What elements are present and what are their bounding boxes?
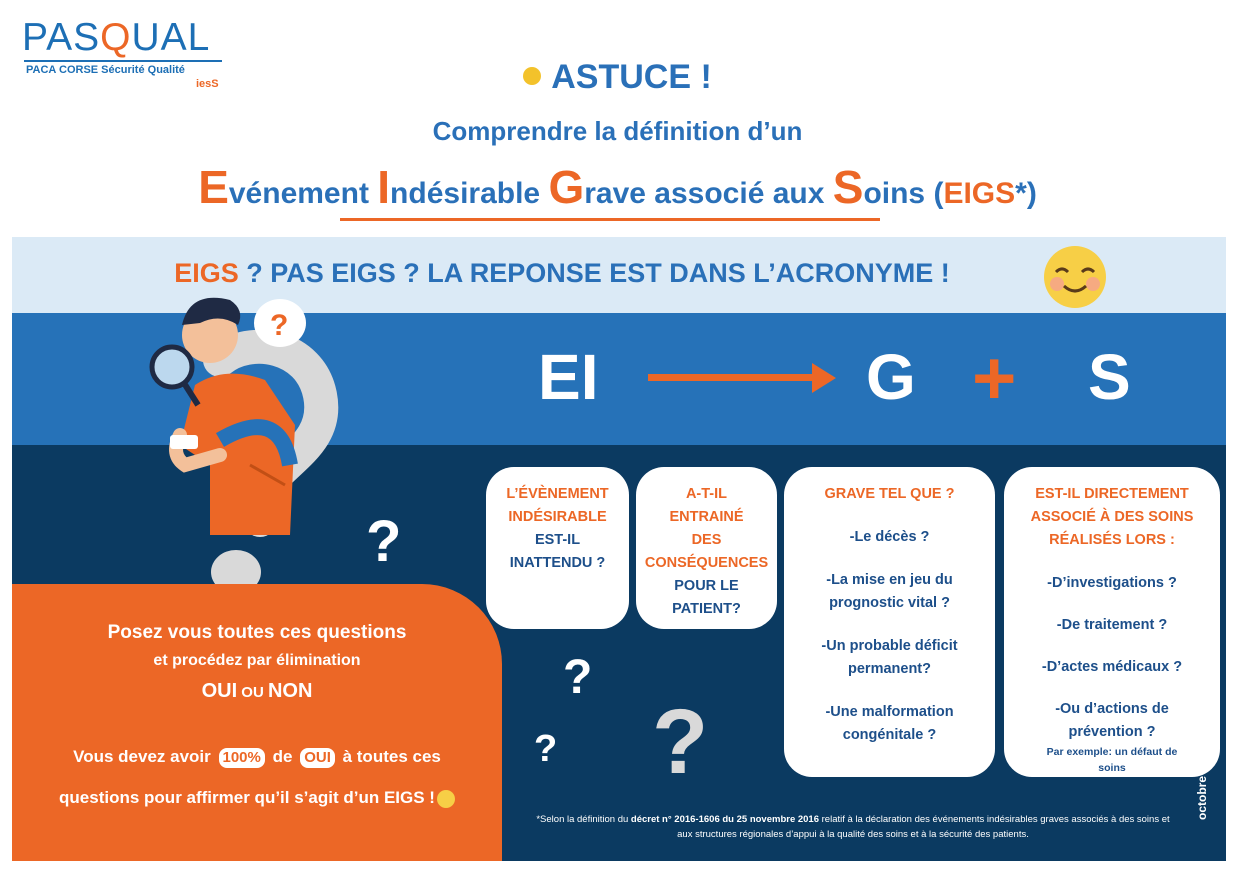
acronym-s: S bbox=[1088, 341, 1131, 413]
astuce-heading: ASTUCE ! bbox=[0, 58, 1235, 97]
acronym-plus: + bbox=[972, 336, 1017, 421]
logo-subtitle: PACA CORSE Sécurité Qualité bbox=[26, 64, 185, 76]
acronym-g: G bbox=[866, 341, 916, 413]
instructions-line-5: questions pour affirmer qu’il s’agit d’un EIGS ! bbox=[12, 788, 502, 808]
instructions-line-4: Vous devez avoir 100% de OUI à toutes ces bbox=[73, 747, 441, 766]
smiley-icon bbox=[437, 790, 455, 808]
instructions-line-2: et procédez par élimination bbox=[153, 652, 361, 669]
page-subtitle: Comprendre la définition d’un bbox=[432, 116, 803, 146]
question-box-ei: L’ÉVÈNEMENT INDÉSIRABLE EST-IL INATTENDU ? bbox=[486, 467, 629, 629]
instructions-line-1: Posez vous toutes ces questions bbox=[107, 622, 407, 643]
headline: EIGS ? PAS EIGS ? LA REPONSE EST DANS L’ACRONYME ! bbox=[174, 258, 950, 288]
pasqual-logo: PASQUAL bbox=[22, 16, 211, 59]
question-mark-icon: ? bbox=[366, 509, 402, 574]
badge-100-percent: 100% bbox=[219, 748, 265, 768]
smiley-icon bbox=[1042, 244, 1108, 310]
question-mark-icon: ? bbox=[563, 651, 593, 704]
instructions-oui-non: OUI OU NON bbox=[201, 680, 313, 702]
question-mark-icon: ? bbox=[534, 728, 558, 770]
title-underline bbox=[340, 218, 880, 221]
question-box-grave: GRAVE TEL QUE ? -Le décès ? -La mise en jeu du prognostic vital ? -Un probable déficit permanent? -Une malformation congénitale ? bbox=[784, 467, 995, 777]
detective-illustration bbox=[140, 285, 340, 595]
badge-oui: OUI bbox=[300, 748, 335, 768]
footnote: *Selon la définition du décret n° 2016-1606 du 25 novembre 2016 relatif à la déclaration des événements indésirables graves associés à des soins et aux structures régionales d’appui à la qualité des soins et à la sécurité des patients. bbox=[536, 814, 1170, 840]
page-title: Evénement Indésirable Grave associé aux Soins (EIGS*) bbox=[198, 161, 1037, 213]
question-box-soins: EST-IL DIRECTEMENT ASSOCIÉ À DES SOINS RÉALISÉS LORS : -D’investigations ? -De traitement ? -D’actes médicaux ? -Ou d’actions de prévention ? Par exemple: un défaut de soins bbox=[1004, 467, 1220, 777]
question-mark-icon: ? bbox=[652, 691, 709, 793]
question-box-consequences: A-T-IL ENTRAINÉ DES CONSÉQUENCES POUR LE PATIENT? bbox=[636, 467, 777, 629]
acronym-ei: EI bbox=[538, 341, 599, 413]
svg-text:?: ? bbox=[270, 309, 289, 342]
arrow-icon bbox=[648, 374, 818, 381]
arrow-head-icon bbox=[812, 363, 836, 393]
iess-logo: iesS bbox=[196, 78, 219, 90]
star-icon bbox=[523, 67, 541, 85]
publication-date: octobre 2022 bbox=[1195, 745, 1209, 820]
